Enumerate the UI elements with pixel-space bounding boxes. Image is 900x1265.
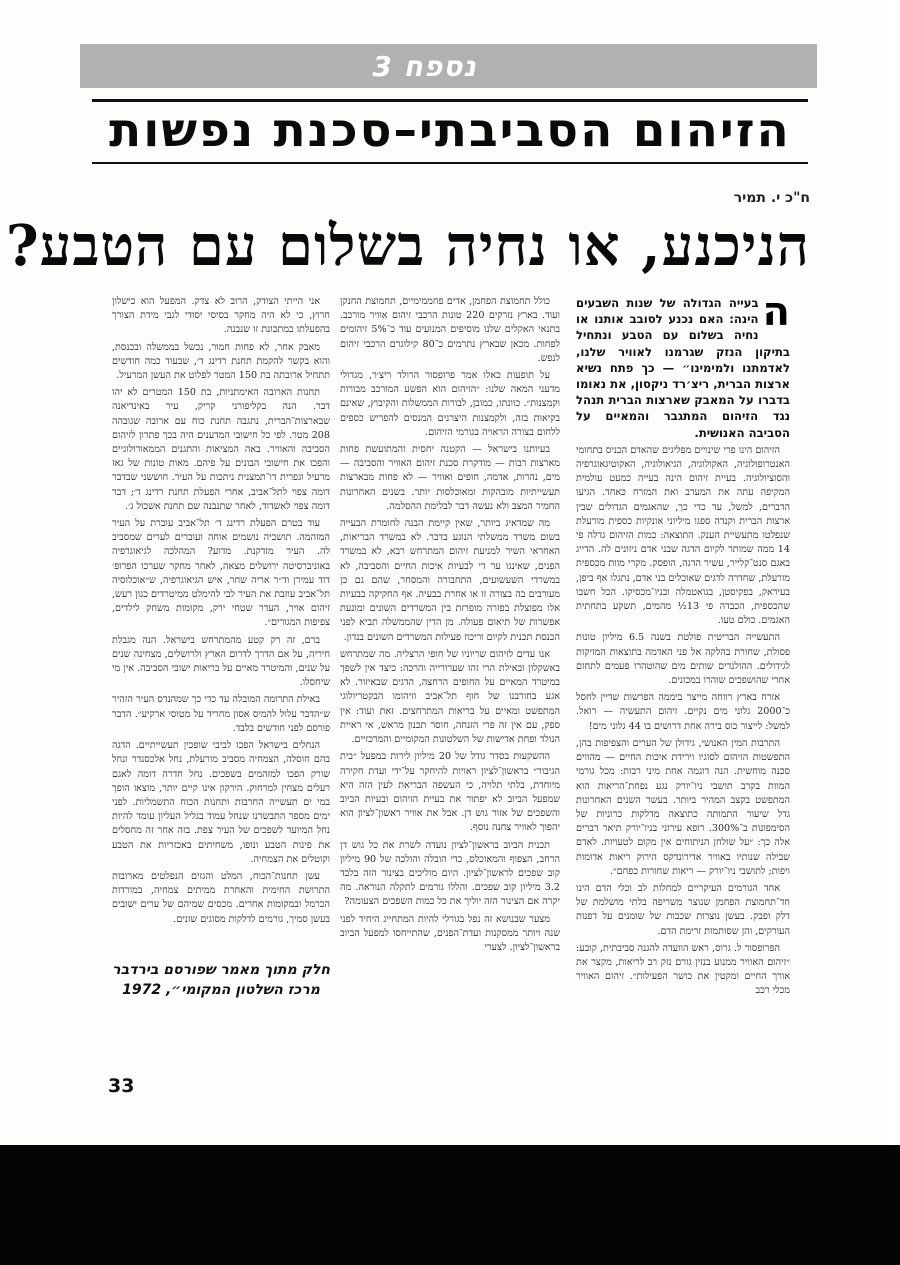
paragraph: עוד בטרם הפעלת רדינג ד׳ תל־אביב עוברת על העיר המזהמה. תושביה נושמים אוחה ועוברים לערים שמסביב לה. העיר מזדקנת. מדוע? המהלכה לגיאוגרפיה באוניברסיטה ירושלים מצאה, לאחר מחקר שערכו הפרופ׳ דוד עמירן וד״ר אריה שחר, איש הגיאוגרפיה, ש״אוכלוסיה תל־אביב עוזבת את העיר לבי להימלט ממיטרדים כגון רעש, זיהום אויר, העדר שטחי ירק, מקומות משחק לילדים, צפיפות המגורים״. [112,518,330,629]
paragraph: אזרח בארץ רווחה מייצר ביממה הפרשות שדיין לחסל כ־2000 גלוני מים נקיים. זיהום התעשיה — רואל. למשל: לייצור כוס בירה אחת דרושים בו 44 גלוני מים! [576,692,790,732]
headline: הניכנע, או נחיה בשלום עם הטבע? [5,213,810,279]
paragraph: תכנית הביוב בראשון־לציון נועדה לשרת את כל גוש דן הרחב, הצפוף והמאוכלס, כדי הובלה והולכה של 90 מיליון קוב שפכים לראשון־לציון. היום מוליכים בצינור הזה בלבד 3.2 מיליון קוב שפכים. והללו גורמים לתקלה הנוראה. מה יקרה אם הצינור הזה יוליך את כל כמות השפכים הצעומה? [340,839,560,908]
article-column-1 [576,295,790,1065]
paragraph: ברם, זה רק קטע מהמתרחש בישראל. הנה מגבלת חיריה, על אם הדרך לדרום הארץ ולרושלים, מצחינה שנים על שנים, והמיטרד מאיים על בריאות ישובי הסביבה. אין מי שיחסלו. [112,634,330,689]
paragraph: מאבק אחר, לא פחות חמור, נכשל בממשלה ובכנסת, והוא בקשר להקמת תחנת רדינג ד׳, שבעוד כמה חודשים תתחיל ארובתה בת 150 המטר לפלוט את העשן המרעיל. [112,341,330,382]
source-line-1: חלק מתוך מאמר שפורסם בירדבר [112,962,330,978]
article-column-2 [340,295,560,1065]
paragraph: על תופעות כאלו אמר פרופסור הרולד ריצ׳ר, מגדולי מדעני המאה שלנו: ״הזיהום הוא הפשע המורכב מבורות וקמצנות״. כוונתו, כמובן, לבורות הממשלות והקיבוץ, שאינם בקיאות בזה, ולקמצנות היצרנים המנסים להפריש כספים ללחום בצורה הראויה בגורמי הזיהום. [340,370,560,438]
paragraph: ההשקעות בסדר גודל של 20 מיליון לירות במפעל ״בית הגיבור״ בראשון־לציון ראויות להיחקר על־ידי ועדת חקירה מיוחדת, בלתי תלויה, כי העשפה הבריאת לעין הזה היא שמפעל הביוב לא יפתור את בעיית הזיהום ובעיות הביוב והשפכים של אזור גוש דן. אבל את אוויר ראשון־לציון הוא יהפוך לאוויר צחנה נוסף. [340,751,560,834]
paragraph: באילת התרומה המובלה עד כדי כך שמהנדס העיר הזהיר ש״הדבר עלול להמיס אסון מחריד על מטוסי ארקיע״. הדבר פורסם לפני חודשים בלבד. [112,694,330,734]
paragraph: אחד הגורמים העיקריים למחלות לב וכלי הדם הינו חד־תחמוצת הפחמן שנוצר משריפה בלתי מושלמת של דלק ופבק. בעשן נוצרות שכבות של שומנים על דפנות העורקים, והן שסותמות זרימת הדם. [576,882,790,937]
paragraph: עשן תחנות־הכוח, המלט והגזים הנפלטים מארובות התרושת החימית והאחרת ממיתים צמחיה, במורדות הכרמל ובמקומות אחרים. מכסים שמיהם של ערים ישובים בעשן סמיך, גורמים לדלקות מסוגים שונים. [112,870,330,925]
article-column-3 [112,295,330,955]
supplement-banner [80,44,817,88]
title-bottom-rule [92,162,808,164]
paragraph: התרבות המין האנושי, גידולן של הערים והצפיפות בהן, התפשטות הזיהום לסוגיו וירידת איכות החיים — מהווים סכנה מוחשית. הנה דוגמה אחת מיני רבות: מכל גורמי המוות בקרב תושבי ניו־יורק נגע נפחת־הריאות הוא המתפשט בקצב המהיר ביותר. בעשר השנים האחרונות גדל שיעור התמותה כתוצאה מדלקות כרוניות של הסימפונות ב־300%. רופא עירוני בניו־יורק תיאר דברים אלה כך: ״על שולחן הניתוחים אין מקום לטעויות. לאדם שבילה שנותיו באוויר אדירונדקס הירוק ריאות אדומות ויפות; לתושבי ניו־יורק — ריאות שחורות כפחם״. [576,737,790,877]
drop-cap: ה [762,295,790,335]
byline: ח"כ י. תמיר [733,190,810,206]
paragraph: הזיהום הינו פרי שינויים מפליגים שהאדם הכניס בתחומי האנטרופולוגיה, האקולוגיה, הגיאולוגיה, האקוטיגאוגרפיה והסוציולוגיה. בעיית זיהום הינה בעייה כמעט עולמית המקיפה עתה את המערב ואת המזרח כאחד. הגיעו הדברים, למשל, עד כדי כך, שהאגמים הגדולים שבין ארצות הברית וקנדה ספגו מיליוני אונקיות כספית מורעלת שנפלטו מתעשיית הענק. התוצאה: כמות הזיהום גדלה פי 14 ממה שמותר לקיום הדגה שבני אדם ניזונים לה. הדייג באגם סנט־קלייר, עשיר הדגה, הופסק. מקרי מוות מכספית מורעלת, שחדרה לדגים שאוכלים בני אדם, נתגלו אף ביפן, בעיראק, בפקיסטן, בגואטמלה ובניו־מכסיקו. הכל חשבו שהכספית, הכבדה פי 13½ מהמים, תשקע בתחתית האגמים. כולם טעו. [576,444,790,627]
paragraph: כולל תחמוצת הפחמן, אדים פחממימיים, תחמוצת החנקן ועוד. בארץ נזרקים 220 טונות הרכבי זיהום אוויר מורכב. בתנאי האקלים שלנו מוסיפים המנועים עוד כ־5% זיהומים לפחות. מכאן שבארץ נתרמים כ־80 קילוגרם הרכבי זיהום לנפש. [340,296,560,364]
source-note [112,960,330,1000]
page-number: 33 [108,1075,135,1097]
paragraph: התעשייה הבריטית פולטת בשנה 6.5 מיליון טונות פסולת, שחורת בהלקה אל פני האדמה בתוצאות המזיקות לגידולים. ההולנדים שותים מים שהוטהרו פעמים לתחום אחרי שהושפכים שוהרו במכונים. [576,632,790,687]
lead-text: בעייה הגדולה של שנות השבעים הינה: האם נכנע לסובב אותנו או נחיה בשלום עם הטבע ונתחיל בתיקון הנזק שגרמנו לאוויר שלנו, לאדמתנו ולמימינו״ — כך פתח נשיא ארצות הברית, ריצ׳רד ניקסון, את נאומו בדברו על המאבק שארצות הברית תנהל נגד הזיהום המתגבר והמאיים על הסביבה האנושית. [576,296,790,440]
paragraph: תחנות הארובה האימתניות, בת 150 המטרים לא יהו דבר. הנה בקליפורני קריק, עיר באינדיאנה שבארצות־הברית, נתגבה תחנת כוח עם ארובה שגובהה 208 מטר. לפי כל חישובי המדענים היה בכך פתרון לזיהום הסביבה והאוויר. באה המציאות והתגנים הממאורולוגיים והפכו את חישובי הבונים על פיהם. מאות טונות של גאז מרעיל וגפרית דו־תמצנית ניתכות על העיר. חוששני שבדבר דומה צפוי לתל־אביב, אחרי הפעלת תחנת רדינג ד׳; דבר דומה צפוי לאשדוד, לאחר שתנבנה שם תחנת אשכול ג׳. [112,387,330,512]
paragraph: בעיותנו בישראל — הקטנה יחסית והמתועשת פחות מארצות רבות — מודקרת סכנת זיהום האוויר והסביבה — מים, נהרות, אדמה, חופים ואוויר — לא פחות מבארצות תעשייתיות מובהקות ומאוכלסות יותר. בשנים האחרונות החמיר המצב ולא נעשה דבר לבלימת ההסלמה. [340,444,560,512]
supplement-label: נספח 3 [372,50,477,83]
source-line-2: מרכז השלטון המקומי״, 1972 [122,982,320,998]
paragraph: אנו עדים לזיהום שריוניו של חופי הרצליה. מה שמתרחש באשקלון ובאילת הרי זהו שערורייה והרכה: כיצד אין לשפך במיטרד המאיים על החופים הרחצה, הדגים שבאיזור. לא אגע בחורבנו של חוף תל־אביב וזיהומו הבקטריולוגי המתפשט ומאיים על בריאות המתרחצים. זאת ועוד: אין ספק, עם אין זה פרי הזנחה, חוסר תכנון מראש, אי ראיית הנולד ופחת אדישות של השלטונות המקומיים והמרכזיים. [340,648,560,746]
page-margin [888,0,900,1145]
main-title: הזיהום הסביבתי–סכנת נפשות [109,103,791,158]
paragraph: הפרופסור ל. גרוס, ראש הוועדה להגנה סביבתית, קובע: ״זיהום האוויר ממנוע בנזין גורם נזק רב לריאות, מקצר את אורך החיים ומקטין את כושר הפעילות״. זיהום האוויר מכלי רכב [576,942,790,997]
lead-paragraph [576,295,790,441]
paragraph: הנחלים בישראל הפכו לביבי שופכין תעשייתיים. הדגה בהם חוסלה, הצמחיה מסביב מורעלת, נחל אלכסנדר ונחל שורק הפכו למזהמים בשפכים. נחל חדרה דומה לאגם רעלים מצחין למרחוק. הירקון אינו קיים יותר, מוצאו הופך במי ים תעשייה החרבות ותחנות הכוח התשמליות. לפני ימים מספר התבשרנו שנחל עמוד בגליל העליון עומד להיות נחל המיועד לשפכים של העיר צפת. בזה אחר זה מחסלים את פינות הטבע ונופו, משחיתים באכזריות את הטבע וקוטלים את הצמחיה. [112,740,330,865]
paragraph: מצער שבנושא זה נפל בגורלי להיות המתחייג היחיד לפני שנה ויותר ממסקנות ועדת־הפנים, שהתייחסו למפעל הביוב בראשון־לציון. לצערי [340,913,560,953]
title-top-rule [92,99,808,102]
scan-background-band [0,1145,900,1265]
paragraph: אני הייתי הצודק, הרוב לא צדק. המפעל הוא כישלון חרוץ, כי לא היה מחקר בסיסי יסודי לגבי מידת הצורך בהפעלתו במתכונת זו שנבנה. [112,296,330,336]
paragraph: מה שמדאיג ביותר, שאין קיימת הבנה לחומרת הבעייה בשום משרד ממשלתי הנוגע בדבר. לא במשרד הבריאות, האחראי השיר למניעת זיהום המתרחש רבא, לא במשרד הפנים, שאינגו ער די לבעיות איכות החיים והסביבה, לא במשרדי השעשועים, התחבורה והמסחר, שהם גם כן מעורבים בה בצורה זו או אחרת בבעיה. אף החקיקה בבעיות אלו מפוצלת בפזרה מופרזת בין המשרדים השונים ומונעת אפשרות של תיאום פעולה. מן הדין שהממשלה תביא לפני הכנסת תכנית לקיום וריכוז פעילות המשרדים השונים בנדון. [340,518,560,643]
